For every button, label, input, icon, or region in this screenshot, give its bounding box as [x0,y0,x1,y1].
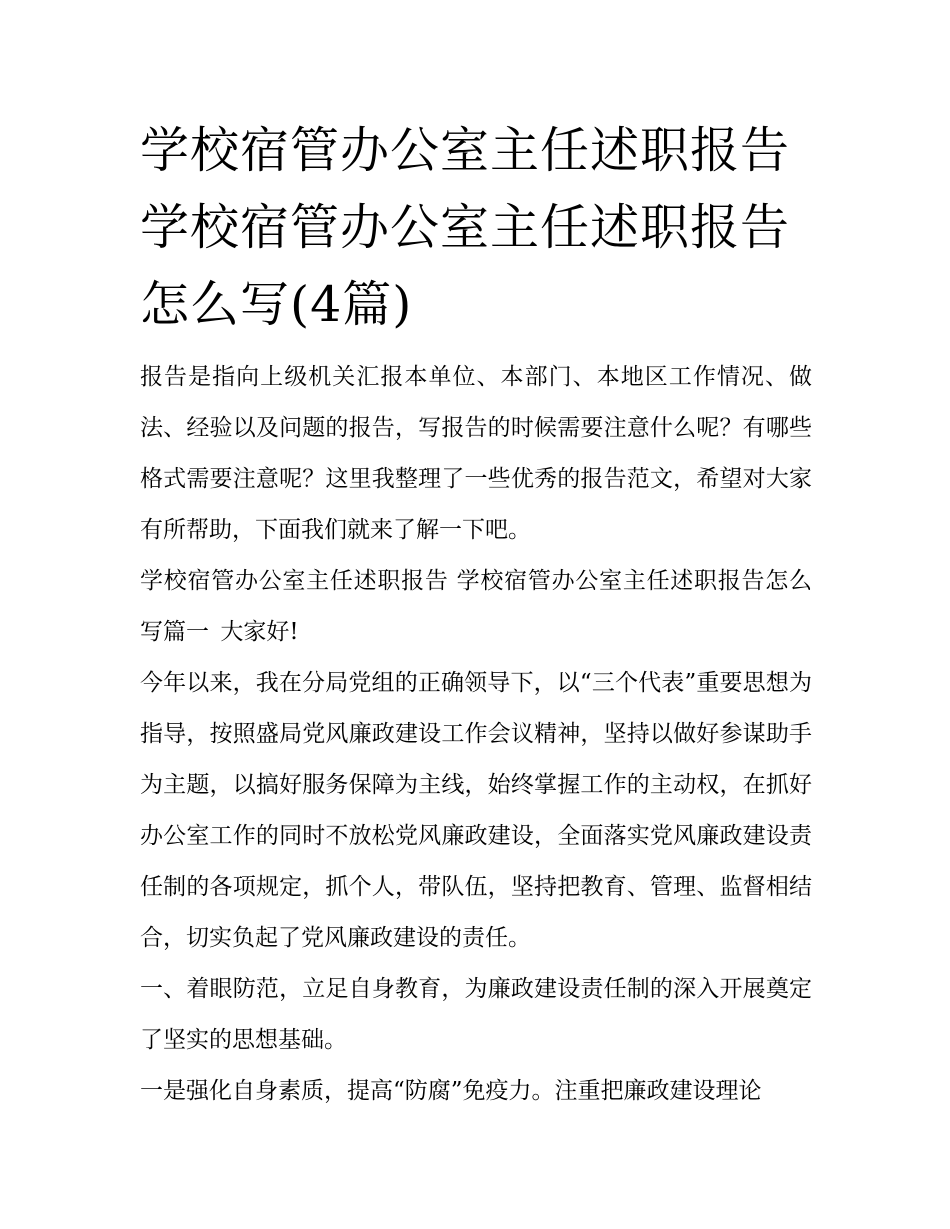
section-one-point-one: 一是强化自身素质，提高“防腐”免疫力。注重把廉政建设理论 [140,1078,762,1104]
greeting: 大家好! [220,619,299,645]
section-heading-paragraph [140,556,812,658]
title-line-2: 学校宿管办公室主任述职报告 [140,199,791,256]
document-title [140,112,820,343]
title-line-1: 学校宿管办公室主任述职报告 [140,122,791,179]
intro-paragraph: 报告是指向上级机关汇报本单位、本部门、本地区工作情况、做法、经验以及问题的报告，写报告的时候需要注意什么呢？有哪些格式需要注意呢？这里我整理了一些优秀的报告范文，希望对大家有所帮助，下面我们就来了解一下吧。 [140,364,812,543]
work-summary-paragraph: 今年以来，我在分局党组的正确领导下，以“三个代表”重要思想为指导，按照盛局党风廉政建设工作会议精神，坚持以做好参谋助手为主题，以搞好服务保障为主线，始终掌握工作的主动权，在抓好办公室工作的同时不放松党风廉政建设，全面落实党风廉政建设责任制的各项规定，抓个人，带队伍，坚持把教育、管理、监督相结合，切实负起了党风廉政建设的责任。 [140,670,812,951]
title-line-3: 怎么写(4篇) [140,276,413,333]
section-one-heading: 一、着眼防范，立足自身教育，为廉政建设责任制的深入开展奠定了坚实的思想基础。 [140,976,812,1053]
section-heading: 学校宿管办公室主任述职报告 学校宿管办公室主任述职报告怎么写篇一 [140,568,812,645]
